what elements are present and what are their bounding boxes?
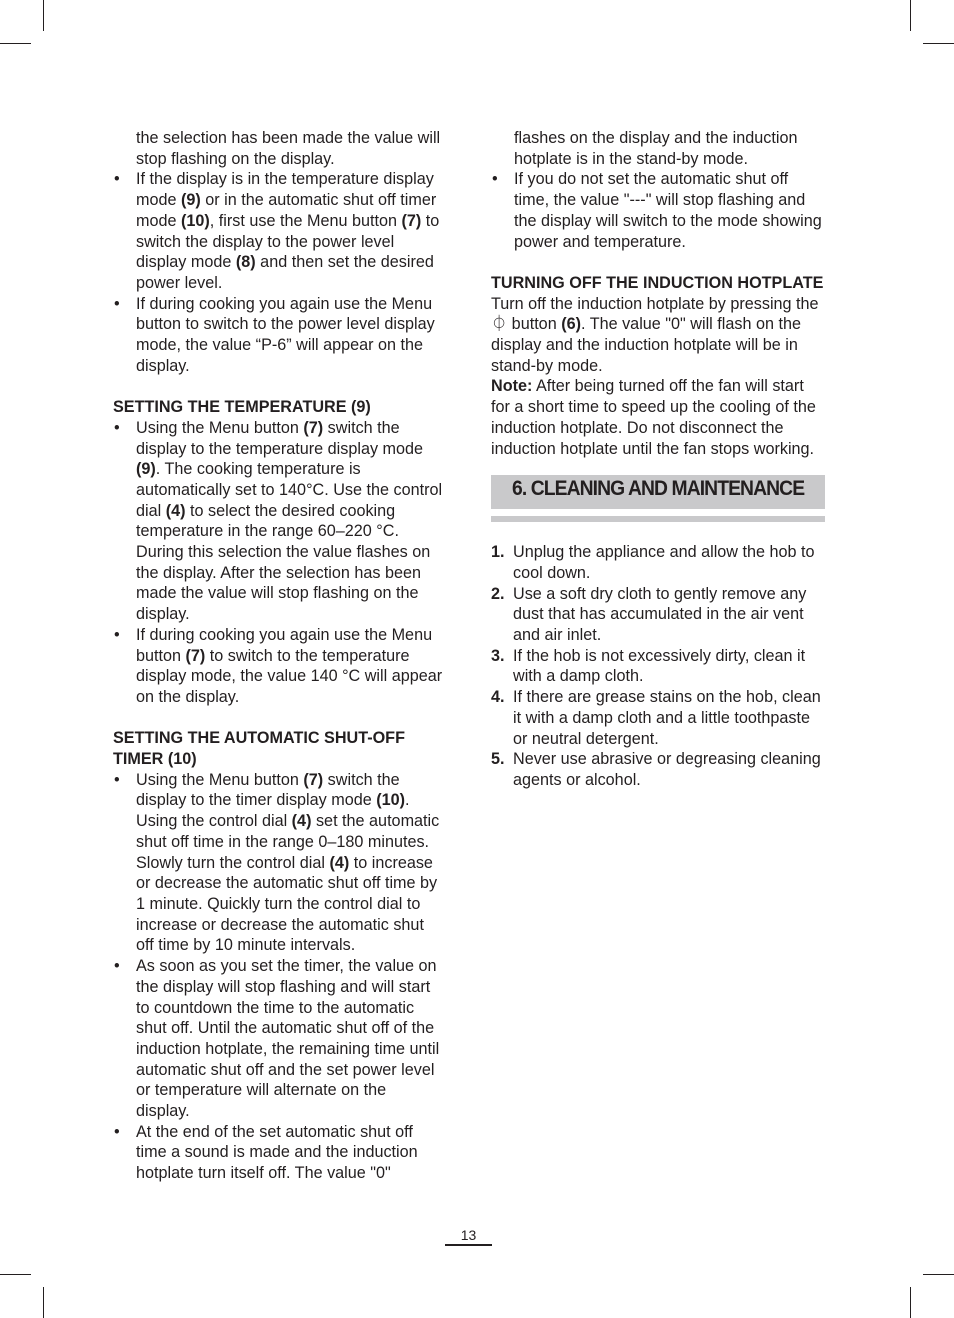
crop-mark-bottom-right-vertical [910, 1287, 911, 1318]
step-number: 4. [491, 688, 505, 707]
right-column [491, 128, 825, 791]
bold-reference: (10) [376, 791, 406, 810]
text-run: switch the display to the temperature display mode [136, 418, 424, 458]
text-run: Using the Menu button [136, 770, 304, 789]
bold-reference: (4) [329, 853, 350, 872]
text-run: If during cooking you again use the Menu button to switch to the power level display mode, the value “P-6” will appear on the display. [136, 294, 435, 375]
text-run: set the automatic shut off time in the range 0–180 minutes. Slowly turn the control dial [136, 812, 440, 872]
bullet-item [113, 770, 443, 956]
step-number: 5. [491, 750, 505, 769]
text-run: As soon as you set the timer, the value on the display will stop flashing and will start to countdown the time to the automatic shut off. Until the automatic shut off of the induction hotplate, the remaining time until automatic shut off and the set power level or temperature will alternate on the display. [136, 957, 440, 1121]
bullet-list-temperature [113, 418, 443, 708]
crop-mark-top-left-vertical [43, 0, 44, 31]
crop-mark-top-left-horizontal [0, 43, 31, 44]
heading-turning-off: TURNING OFF THE INDUCTION HOTPLATE [491, 273, 824, 292]
step-number: 3. [491, 646, 505, 665]
numbered-item [491, 542, 825, 583]
bullet-list [491, 169, 825, 252]
text-run: and then set the desired power level. [136, 253, 434, 292]
text-run: to switch the display to the power level display mode [136, 211, 440, 272]
crop-mark-bottom-right-horizontal [923, 1274, 954, 1275]
bullet-list [113, 169, 443, 376]
text-run: . The value "0" will flash on the display and the induction hotplate will be in stand-by mode. [491, 315, 801, 375]
heading-setting-temperature: SETTING THE TEMPERATURE (9) [113, 398, 371, 417]
step-number: 2. [491, 584, 505, 603]
text-run: switch the display to the timer display mode [136, 770, 400, 810]
bold-reference: (4) [165, 501, 186, 520]
step-number: 1. [491, 543, 505, 562]
continuation-text: flashes on the display and the induction hotplate is in the stand-by mode. [514, 129, 798, 168]
section-divider [491, 516, 825, 522]
bullet-list-timer [113, 770, 443, 1184]
bold-reference: (6) [561, 315, 581, 334]
bullet-item [113, 1122, 443, 1184]
numbered-item [491, 584, 825, 646]
step-text: Unplug the appliance and allow the hob to cool down. [513, 543, 815, 582]
bold-reference: (4) [291, 812, 312, 831]
text-run: At the end of the set automatic shut off time a sound is made and the induction hotplate turn itself off. The value "0" [136, 1122, 418, 1183]
bullet-item [113, 169, 443, 293]
text-run: If the display is in the temperature display mode [136, 170, 434, 210]
text-run: If during cooking you again use the Menu button [136, 625, 433, 665]
bold-reference: (10) [181, 211, 210, 230]
text-run: . Using the control dial [136, 791, 410, 831]
bullet-item [113, 294, 443, 377]
section-title: 6. CLEANING AND MAINTENANCE [512, 477, 805, 501]
step-text: Never use abrasive or degreasing cleaning agents or alcohol. [513, 750, 821, 789]
heading-setting-timer: SETTING THE AUTOMATIC SHUT-OFF TIMER (10) [113, 729, 405, 769]
step-text: Use a soft dry cloth to gently remove any dust that has accumulated in the air vent and air inlet. [513, 584, 807, 645]
text-run: Turn off the induction hotplate by pressing the ⏀ button [491, 294, 819, 334]
page-number: 13 [460, 1227, 477, 1243]
bullet-item [113, 418, 443, 625]
page-number-rule [445, 1244, 492, 1246]
crop-mark-bottom-left-horizontal [0, 1274, 31, 1275]
section-header-box [491, 475, 825, 509]
crop-mark-top-right-horizontal [923, 43, 954, 44]
bold-reference: (7) [185, 646, 206, 665]
text-run: to select the desired cooking temperature in the range 60–220 °C. During this selection the value flashes on the display. After the selection has been made the value will stop flashing on the display. [136, 501, 431, 624]
numbered-list [491, 542, 825, 790]
text-run: to switch to the temperature display mode, the value 140 °C will appear on the display. [136, 646, 443, 706]
crop-mark-bottom-left-vertical [43, 1287, 44, 1318]
step-text: If the hob is not excessively dirty, clean it with a damp cloth. [513, 646, 806, 686]
turn-off-paragraph [491, 294, 825, 377]
numbered-item [491, 646, 825, 687]
note-text: After being turned off the fan will start for a short time to speed up the cooling of the induction hotplate. Do not disconnect the induction hotplate until the fan stops working. [491, 377, 816, 458]
left-column [113, 128, 443, 1184]
bold-reference: (7) [401, 211, 422, 230]
text-run: , first use the Menu button [209, 211, 402, 230]
note-label: Note: [491, 377, 533, 396]
text-run: . The cooking temperature is automatically set to 140°C. Use the control dial [136, 460, 443, 520]
bold-reference: (7) [303, 418, 324, 437]
bullet-item [113, 625, 443, 708]
bullet-item [113, 956, 443, 1122]
bold-reference: (9) [181, 191, 201, 210]
bold-reference: (8) [235, 253, 256, 272]
numbered-item [491, 687, 825, 749]
note-paragraph [491, 376, 825, 459]
step-text: If there are grease stains on the hob, clean it with a damp cloth and a little toothpaste or neutral detergent. [513, 688, 821, 748]
continuation-text: the selection has been made the value will stop flashing on the display. [136, 129, 441, 168]
text-run: If you do not set the automatic shut off time, the value "---" will stop flashing and the display will switch to the mode showing power and temperature. [514, 170, 822, 251]
bold-reference: (9) [136, 460, 156, 479]
text-run: or in the automatic shut off timer mode [136, 191, 437, 230]
text-run: Using the Menu button [136, 418, 304, 437]
bold-reference: (7) [303, 770, 324, 789]
bullet-item [491, 169, 825, 252]
text-run: to increase or decrease the automatic shut off time by 1 minute. Quickly turn the control dial to increase or decrease the automatic shut off time by 10 minute intervals. [136, 853, 438, 955]
numbered-item [491, 749, 825, 790]
crop-mark-top-right-vertical [910, 0, 911, 31]
